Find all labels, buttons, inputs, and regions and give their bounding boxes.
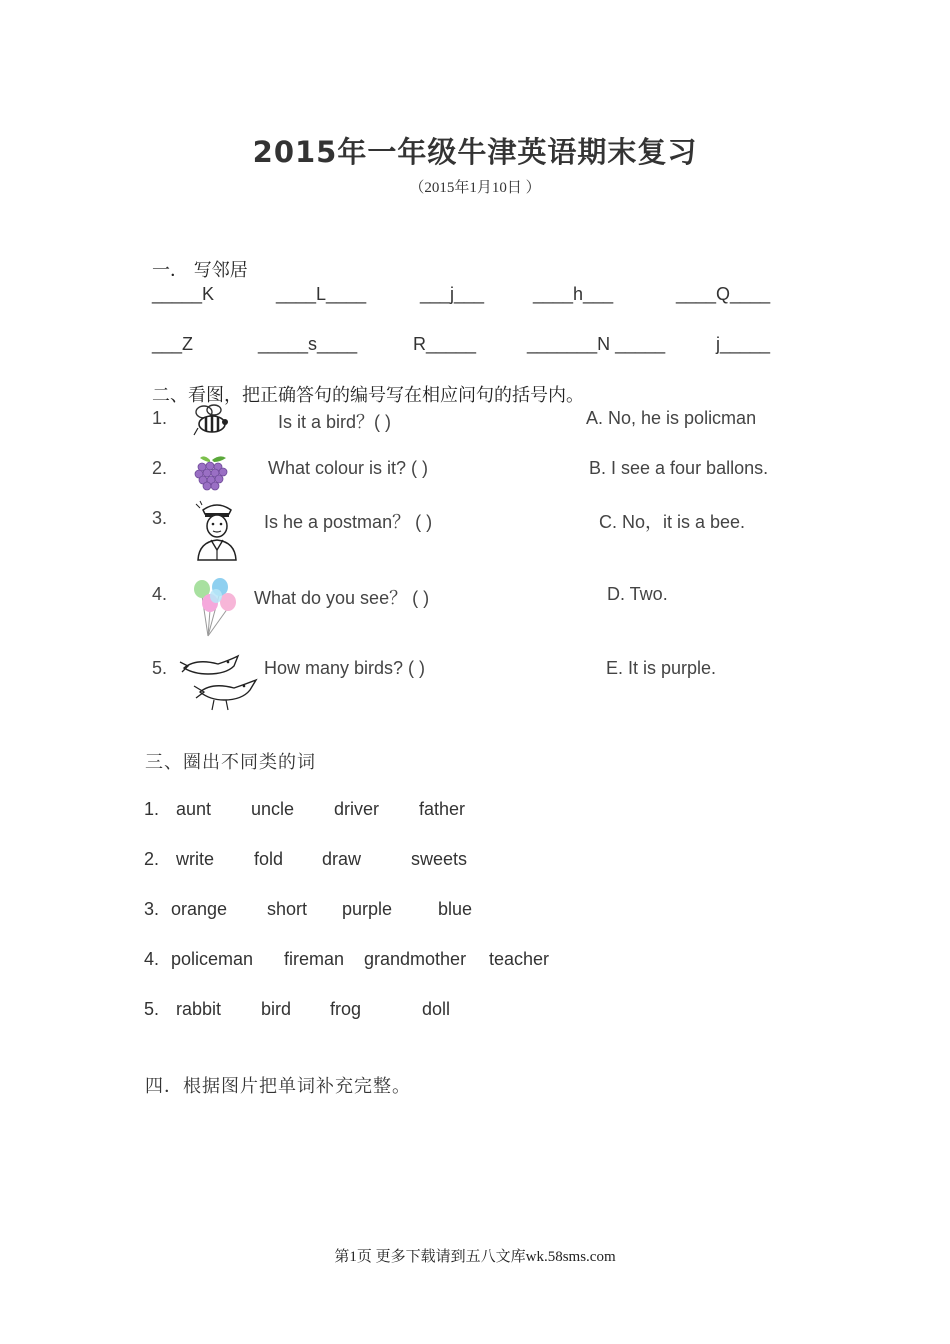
word-item: teacher [489, 949, 550, 969]
neighbor-blank: ___j___ [420, 284, 485, 304]
item-number: 3. [152, 508, 168, 528]
word-item: write [176, 849, 215, 869]
page-footer: 第1页 更多下载请到五八文库wk.58sms.com [334, 1249, 616, 1265]
word-item: sweets [411, 849, 468, 869]
grapes-icon [192, 452, 230, 492]
page-title: 2015年一年级牛津英语期末复习 [252, 135, 698, 169]
row-number: 3. [144, 899, 160, 919]
word-item: driver [334, 799, 380, 819]
word-item: bird [261, 999, 292, 1019]
bee-icon [192, 402, 230, 438]
neighbor-blank: _____K [152, 284, 215, 304]
word-item: fireman [284, 949, 345, 969]
word-item: blue [438, 899, 473, 919]
question-text: What do you see？ ( ) [254, 588, 430, 608]
word-item: father [419, 799, 466, 819]
word-item: draw [322, 849, 362, 869]
date-line: （2015年1月10日 ） [409, 180, 541, 196]
birds-icon [178, 652, 260, 714]
answer-option: C. No，it is a bee. [599, 512, 746, 532]
word-item: doll [422, 999, 451, 1019]
answer-option: D. Two. [607, 584, 668, 604]
word-item: policeman [171, 949, 254, 969]
neighbor-blank: j_____ [716, 334, 771, 354]
section4-heading: 四．根据图片把单词补充完整。 [145, 1076, 411, 1096]
item-number: 2. [152, 458, 168, 478]
question-text: Is he a postman？ ( ) [264, 512, 433, 532]
word-item: rabbit [176, 999, 222, 1019]
row-number: 2. [144, 849, 160, 869]
section3-heading: 三、圈出不同类的词 [145, 752, 316, 772]
section1-heading: 一． 写邻居 [152, 260, 248, 281]
item-number: 1. [152, 408, 168, 428]
row-number: 4. [144, 949, 160, 969]
row-number: 1. [144, 799, 160, 819]
word-item: grandmother [364, 949, 467, 969]
neighbor-blank: ____L____ [276, 284, 367, 304]
row-number: 5. [144, 999, 160, 1019]
word-item: aunt [176, 799, 212, 819]
question-text: Is it a bird？( ) [278, 412, 392, 432]
section2-heading: 二、看图，把正确答句的编号写在相应问句的括号内。 [152, 385, 584, 406]
item-number: 4. [152, 584, 168, 604]
answer-option: A. No, he is policman [586, 408, 757, 428]
item-number: 5. [152, 658, 168, 678]
word-item: short [267, 899, 308, 919]
neighbor-blank: ____h___ [533, 284, 614, 304]
balloons-icon [190, 578, 238, 640]
answer-option: E. It is purple. [606, 658, 717, 678]
word-item: frog [330, 999, 362, 1019]
question-text: What colour is it? ( ) [268, 458, 429, 478]
neighbor-blank: _____s____ [258, 334, 358, 354]
neighbor-blank: ____Q____ [676, 284, 771, 304]
word-item: purple [342, 899, 393, 919]
question-text: How many birds? ( ) [264, 658, 426, 678]
neighbor-blank: ___Z [152, 334, 194, 354]
neighbor-blank: R_____ [413, 334, 477, 354]
word-item: fold [254, 849, 284, 869]
policeman-icon [195, 500, 239, 562]
neighbor-blank: _______N _____ [527, 334, 666, 354]
word-item: orange [171, 899, 228, 919]
answer-option: B. I see a four ballons. [589, 458, 769, 478]
word-item: uncle [251, 799, 295, 819]
